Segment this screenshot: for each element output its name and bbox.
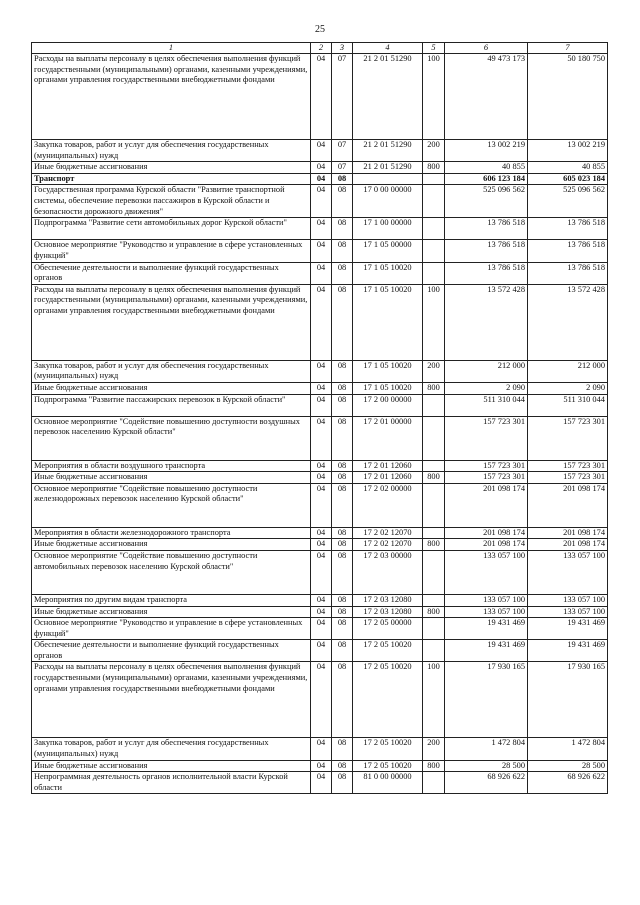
row-expense-type <box>423 772 445 794</box>
table-row <box>32 539 608 551</box>
row-amount-year2: 19 431 469 <box>528 640 608 662</box>
row-section: 04 <box>311 483 332 527</box>
row-amount-year1: 19 431 469 <box>445 618 528 640</box>
row-expense-type <box>423 618 445 640</box>
row-section: 04 <box>311 284 332 360</box>
row-target-article <box>353 173 423 185</box>
table-row <box>32 738 608 760</box>
row-amount-year2: 157 723 301 <box>528 460 608 472</box>
row-target-article: 17 2 02 12070 <box>353 539 423 551</box>
row-name: Основное мероприятие "Содействие повышению доступности воздушных перевозок населению Курской области" <box>32 416 311 460</box>
row-amount-year1: 13 786 518 <box>445 262 528 284</box>
table-row <box>32 472 608 484</box>
table-row <box>32 173 608 185</box>
row-expense-type <box>423 218 445 240</box>
row-amount-year1: 511 310 044 <box>445 394 528 416</box>
row-expense-type: 100 <box>423 284 445 360</box>
row-target-article: 17 2 02 12070 <box>353 527 423 539</box>
row-amount-year1: 13 002 219 <box>445 140 528 162</box>
column-header-2: 2 <box>311 43 332 54</box>
table-body <box>32 54 608 794</box>
row-section: 04 <box>311 662 332 738</box>
row-name: Основное мероприятие "Содействие повышению доступности автомобильных перевозок населению Курской области" <box>32 550 311 594</box>
row-amount-year2: 133 057 100 <box>528 550 608 594</box>
row-subsection: 08 <box>332 539 353 551</box>
table-row <box>32 662 608 738</box>
row-expense-type <box>423 550 445 594</box>
row-target-article: 17 1 05 10020 <box>353 360 423 382</box>
row-section: 04 <box>311 606 332 618</box>
row-amount-year1: 606 123 184 <box>445 173 528 185</box>
row-amount-year2: 157 723 301 <box>528 416 608 460</box>
row-amount-year1: 201 098 174 <box>445 483 528 527</box>
row-amount-year1: 17 930 165 <box>445 662 528 738</box>
row-name: Непрограммная деятельность органов исполнительной власти Курской области <box>32 772 311 794</box>
row-section: 04 <box>311 240 332 262</box>
row-expense-type <box>423 240 445 262</box>
row-target-article: 17 0 00 00000 <box>353 185 423 218</box>
row-subsection: 08 <box>332 472 353 484</box>
row-target-article: 17 1 05 10020 <box>353 262 423 284</box>
row-name: Иные бюджетные ассигнования <box>32 760 311 772</box>
row-name: Закупка товаров, работ и услуг для обеспечения государственных (муниципальных) нужд <box>32 360 311 382</box>
row-amount-year2: 19 431 469 <box>528 618 608 640</box>
table-row <box>32 416 608 460</box>
row-target-article: 17 2 02 00000 <box>353 483 423 527</box>
row-subsection: 08 <box>332 527 353 539</box>
row-subsection: 07 <box>332 140 353 162</box>
row-name: Мероприятия по другим видам транспорта <box>32 594 311 606</box>
row-name: Подпрограмма "Развитие сети автомобильных дорог Курской области" <box>32 218 311 240</box>
row-expense-type <box>423 527 445 539</box>
row-name: Мероприятия в области воздушного транспорта <box>32 460 311 472</box>
row-expense-type <box>423 460 445 472</box>
row-target-article: 17 2 03 00000 <box>353 550 423 594</box>
row-name: Основное мероприятие "Руководство и управление в сфере установленных функций" <box>32 618 311 640</box>
row-target-article: 21 2 01 51290 <box>353 162 423 174</box>
row-subsection: 08 <box>332 606 353 618</box>
table-row <box>32 460 608 472</box>
row-amount-year1: 157 723 301 <box>445 472 528 484</box>
row-name: Обеспечение деятельности и выполнение функций государственных органов <box>32 640 311 662</box>
row-target-article: 21 2 01 51290 <box>353 140 423 162</box>
page-number: 25 <box>315 24 325 35</box>
row-amount-year2: 13 002 219 <box>528 140 608 162</box>
table-row <box>32 54 608 140</box>
row-amount-year1: 28 500 <box>445 760 528 772</box>
row-subsection: 08 <box>332 738 353 760</box>
row-expense-type: 200 <box>423 360 445 382</box>
row-name: Иные бюджетные ассигнования <box>32 539 311 551</box>
budget-table <box>31 42 608 794</box>
row-expense-type <box>423 262 445 284</box>
row-expense-type: 200 <box>423 738 445 760</box>
row-amount-year2: 201 098 174 <box>528 527 608 539</box>
row-target-article: 17 2 05 00000 <box>353 618 423 640</box>
row-amount-year1: 212 000 <box>445 360 528 382</box>
row-subsection: 08 <box>332 460 353 472</box>
row-expense-type <box>423 594 445 606</box>
row-subsection: 08 <box>332 772 353 794</box>
row-section: 04 <box>311 185 332 218</box>
row-amount-year1: 133 057 100 <box>445 550 528 594</box>
column-header-1: 1 <box>32 43 311 54</box>
row-amount-year2: 133 057 100 <box>528 594 608 606</box>
row-subsection: 08 <box>332 483 353 527</box>
row-amount-year1: 2 090 <box>445 382 528 394</box>
table-row <box>32 483 608 527</box>
row-section: 04 <box>311 54 332 140</box>
row-name: Закупка товаров, работ и услуг для обеспечения государственных (муниципальных) нужд <box>32 738 311 760</box>
column-header-7: 7 <box>528 43 608 54</box>
row-target-article: 17 2 05 10020 <box>353 760 423 772</box>
row-name: Обеспечение деятельности и выполнение функций государственных органов <box>32 262 311 284</box>
row-subsection: 08 <box>332 218 353 240</box>
column-header-5: 5 <box>423 43 445 54</box>
table-row <box>32 606 608 618</box>
row-subsection: 08 <box>332 262 353 284</box>
row-section: 04 <box>311 472 332 484</box>
row-amount-year2: 1 472 804 <box>528 738 608 760</box>
row-amount-year2: 50 180 750 <box>528 54 608 140</box>
row-section: 04 <box>311 738 332 760</box>
row-subsection: 08 <box>332 594 353 606</box>
row-target-article: 81 0 00 00000 <box>353 772 423 794</box>
row-expense-type: 800 <box>423 472 445 484</box>
row-name: Иные бюджетные ассигнования <box>32 472 311 484</box>
row-amount-year1: 133 057 100 <box>445 606 528 618</box>
row-amount-year2: 40 855 <box>528 162 608 174</box>
row-name: Расходы на выплаты персоналу в целях обеспечения выполнения функций государственными (муниципальными) органами, казенными учреждениями, органами управления государственными внебюджетными фондами <box>32 54 311 140</box>
row-subsection: 08 <box>332 618 353 640</box>
row-target-article: 17 1 05 10020 <box>353 284 423 360</box>
row-target-article: 17 2 01 12060 <box>353 460 423 472</box>
row-amount-year2: 201 098 174 <box>528 483 608 527</box>
row-section: 04 <box>311 772 332 794</box>
row-subsection: 08 <box>332 284 353 360</box>
row-subsection: 07 <box>332 54 353 140</box>
row-section: 04 <box>311 162 332 174</box>
row-amount-year2: 605 023 184 <box>528 173 608 185</box>
column-header-3: 3 <box>332 43 353 54</box>
row-amount-year1: 13 572 428 <box>445 284 528 360</box>
row-name: Закупка товаров, работ и услуг для обеспечения государственных (муниципальных) нужд <box>32 140 311 162</box>
table-row <box>32 382 608 394</box>
row-amount-year2: 13 786 518 <box>528 240 608 262</box>
table-row <box>32 218 608 240</box>
row-target-article: 17 1 00 00000 <box>353 218 423 240</box>
table-row <box>32 594 608 606</box>
row-subsection: 08 <box>332 416 353 460</box>
row-section: 04 <box>311 618 332 640</box>
row-expense-type: 800 <box>423 606 445 618</box>
row-amount-year2: 212 000 <box>528 360 608 382</box>
row-subsection: 08 <box>332 640 353 662</box>
row-expense-type: 800 <box>423 382 445 394</box>
row-amount-year1: 133 057 100 <box>445 594 528 606</box>
row-amount-year1: 157 723 301 <box>445 416 528 460</box>
row-amount-year2: 133 057 100 <box>528 606 608 618</box>
row-expense-type: 100 <box>423 662 445 738</box>
table-row <box>32 772 608 794</box>
column-number-row <box>32 43 608 54</box>
row-section: 04 <box>311 416 332 460</box>
table-row <box>32 527 608 539</box>
row-section: 04 <box>311 527 332 539</box>
table-row <box>32 162 608 174</box>
row-name: Иные бюджетные ассигнования <box>32 606 311 618</box>
row-subsection: 08 <box>332 760 353 772</box>
row-section: 04 <box>311 640 332 662</box>
table-row <box>32 550 608 594</box>
table-row <box>32 140 608 162</box>
row-section: 04 <box>311 262 332 284</box>
row-section: 04 <box>311 394 332 416</box>
row-name: Транспорт <box>32 173 311 185</box>
row-target-article: 17 1 05 10020 <box>353 382 423 394</box>
row-target-article: 17 2 01 12060 <box>353 472 423 484</box>
row-expense-type <box>423 394 445 416</box>
row-target-article: 17 2 03 12080 <box>353 594 423 606</box>
row-target-article: 17 1 05 00000 <box>353 240 423 262</box>
row-expense-type: 800 <box>423 539 445 551</box>
row-subsection: 08 <box>332 394 353 416</box>
row-amount-year1: 40 855 <box>445 162 528 174</box>
row-subsection: 07 <box>332 162 353 174</box>
column-header-6: 6 <box>445 43 528 54</box>
row-amount-year2: 13 572 428 <box>528 284 608 360</box>
row-section: 04 <box>311 218 332 240</box>
row-amount-year2: 525 096 562 <box>528 185 608 218</box>
row-amount-year1: 201 098 174 <box>445 527 528 539</box>
column-header-4: 4 <box>353 43 423 54</box>
row-name: Подпрограмма "Развитие пассажирских перевозок в Курской области" <box>32 394 311 416</box>
row-amount-year2: 2 090 <box>528 382 608 394</box>
row-amount-year1: 1 472 804 <box>445 738 528 760</box>
row-amount-year1: 68 926 622 <box>445 772 528 794</box>
row-amount-year2: 157 723 301 <box>528 472 608 484</box>
row-expense-type: 100 <box>423 54 445 140</box>
row-amount-year2: 201 098 174 <box>528 539 608 551</box>
row-amount-year1: 13 786 518 <box>445 218 528 240</box>
row-amount-year1: 49 473 173 <box>445 54 528 140</box>
row-amount-year2: 13 786 518 <box>528 218 608 240</box>
row-name: Расходы на выплаты персоналу в целях обеспечения выполнения функций государственными (муниципальными) органами, казенными учреждениями, органами управления государственными внебюджетными фондами <box>32 662 311 738</box>
row-name: Иные бюджетные ассигнования <box>32 162 311 174</box>
table-row <box>32 394 608 416</box>
row-target-article: 17 2 00 00000 <box>353 394 423 416</box>
row-section: 04 <box>311 173 332 185</box>
table-row <box>32 640 608 662</box>
row-target-article: 17 2 03 12080 <box>353 606 423 618</box>
table-row <box>32 618 608 640</box>
table-row <box>32 284 608 360</box>
row-amount-year2: 17 930 165 <box>528 662 608 738</box>
row-subsection: 08 <box>332 185 353 218</box>
row-section: 04 <box>311 550 332 594</box>
row-amount-year2: 13 786 518 <box>528 262 608 284</box>
row-subsection: 08 <box>332 360 353 382</box>
row-amount-year1: 201 098 174 <box>445 539 528 551</box>
row-expense-type <box>423 416 445 460</box>
row-amount-year1: 157 723 301 <box>445 460 528 472</box>
table-row <box>32 240 608 262</box>
row-name: Расходы на выплаты персоналу в целях обеспечения выполнения функций государственными (муниципальными) органами, казенными учреждениями, органами управления государственными внебюджетными фондами <box>32 284 311 360</box>
row-amount-year1: 13 786 518 <box>445 240 528 262</box>
row-target-article: 17 2 01 00000 <box>353 416 423 460</box>
row-amount-year2: 511 310 044 <box>528 394 608 416</box>
row-subsection: 08 <box>332 550 353 594</box>
row-target-article: 21 2 01 51290 <box>353 54 423 140</box>
row-section: 04 <box>311 539 332 551</box>
row-subsection: 08 <box>332 173 353 185</box>
row-expense-type: 800 <box>423 162 445 174</box>
row-name: Основное мероприятие "Содействие повышению доступности железнодорожных перевозок населению Курской области" <box>32 483 311 527</box>
row-expense-type: 200 <box>423 140 445 162</box>
row-section: 04 <box>311 594 332 606</box>
row-section: 04 <box>311 382 332 394</box>
row-expense-type <box>423 185 445 218</box>
row-name: Мероприятия в области железнодорожного транспорта <box>32 527 311 539</box>
row-name: Государственная программа Курской области "Развитие транспортной системы, обеспечение перевозки пассажиров в Курской области и безопасности дорожного движения" <box>32 185 311 218</box>
row-amount-year2: 28 500 <box>528 760 608 772</box>
row-target-article: 17 2 05 10020 <box>353 662 423 738</box>
row-target-article: 17 2 05 10020 <box>353 640 423 662</box>
row-name: Иные бюджетные ассигнования <box>32 382 311 394</box>
row-expense-type <box>423 173 445 185</box>
row-section: 04 <box>311 140 332 162</box>
row-section: 04 <box>311 360 332 382</box>
row-amount-year1: 19 431 469 <box>445 640 528 662</box>
row-section: 04 <box>311 460 332 472</box>
table-row <box>32 185 608 218</box>
row-target-article: 17 2 05 10020 <box>353 738 423 760</box>
row-expense-type <box>423 483 445 527</box>
table-row <box>32 262 608 284</box>
row-name: Основное мероприятие "Руководство и управление в сфере установленных функций" <box>32 240 311 262</box>
row-expense-type: 800 <box>423 760 445 772</box>
row-amount-year1: 525 096 562 <box>445 185 528 218</box>
row-subsection: 08 <box>332 240 353 262</box>
row-subsection: 08 <box>332 382 353 394</box>
table-row <box>32 760 608 772</box>
row-subsection: 08 <box>332 662 353 738</box>
row-section: 04 <box>311 760 332 772</box>
table-row <box>32 360 608 382</box>
row-amount-year2: 68 926 622 <box>528 772 608 794</box>
row-expense-type <box>423 640 445 662</box>
